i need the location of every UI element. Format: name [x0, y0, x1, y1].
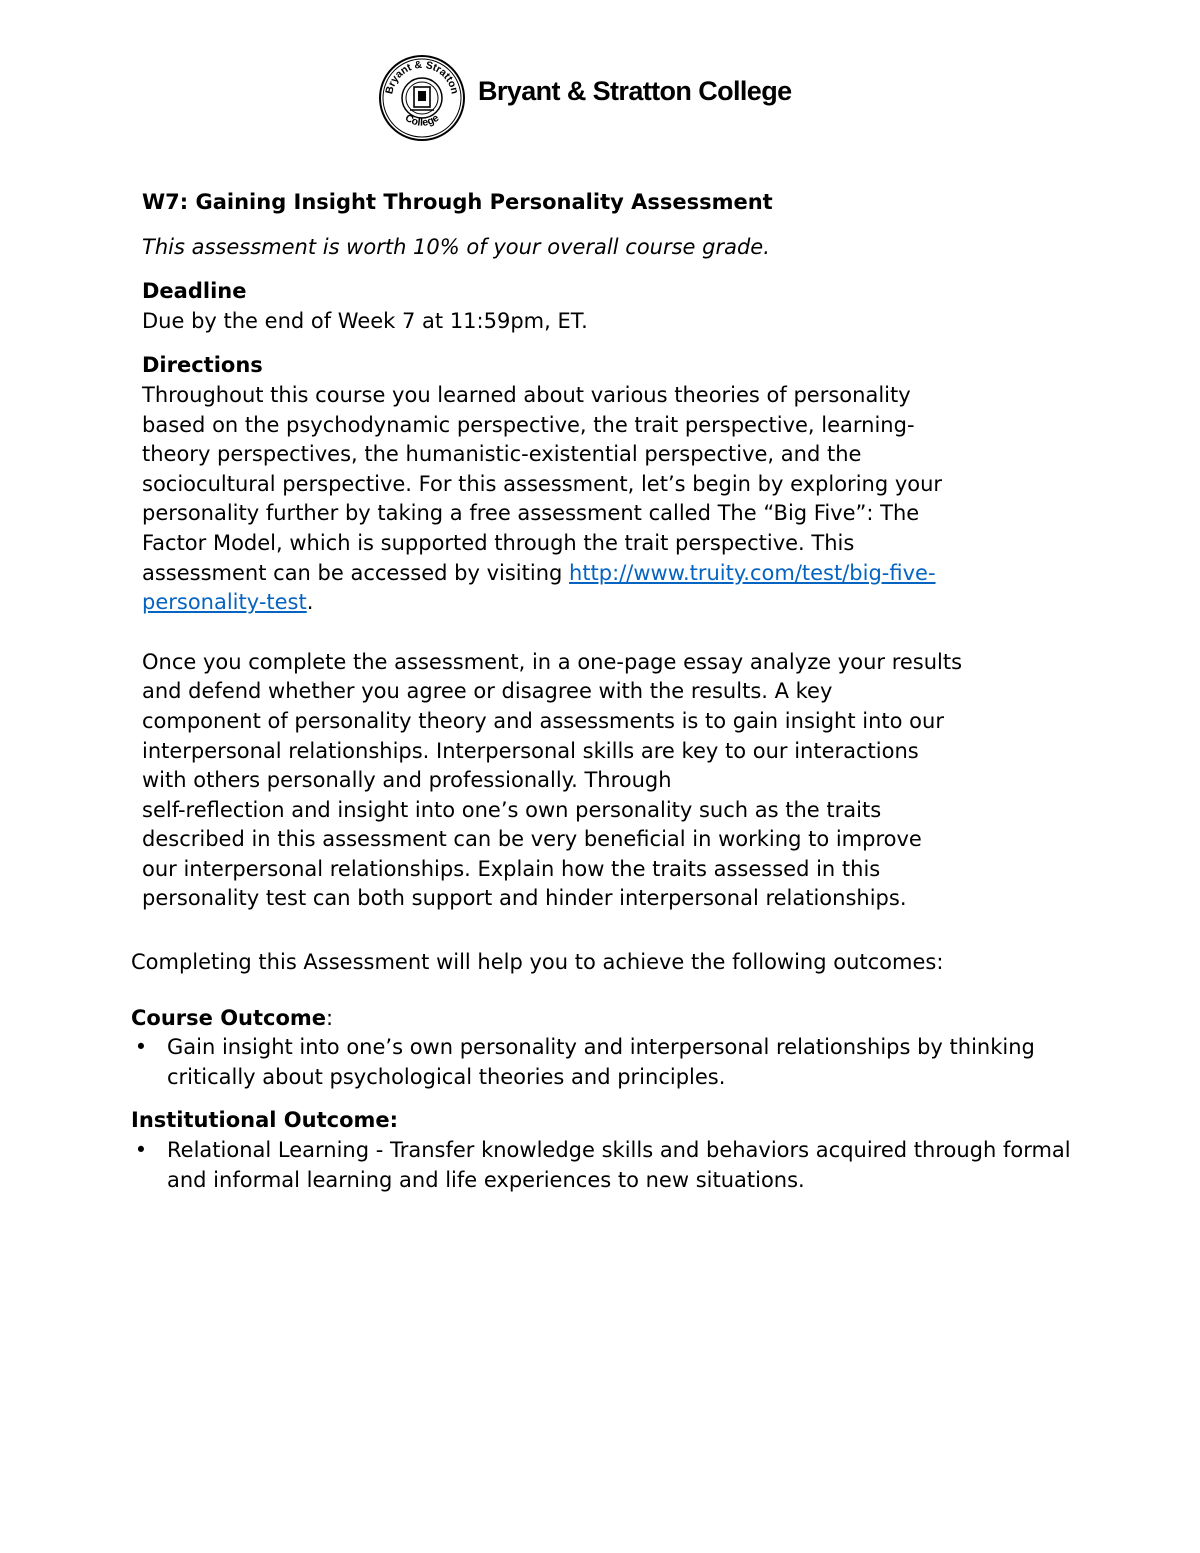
- course-outcome-text: Gain insight into one’s own personality and interpersonal relationships by thinking critically about psychological theories and principles.: [167, 1035, 1035, 1089]
- directions-paragraph: [142, 381, 1082, 618]
- svg-text:Bryant & Stratton: Bryant & Stratton: [383, 58, 461, 96]
- essay-line: personality test can both support and hinder interpersonal relationships.: [142, 886, 907, 911]
- essay-line: Once you complete the assessment, in a one-page essay analyze your results: [142, 649, 963, 674]
- deadline-heading: Deadline: [142, 279, 247, 304]
- essay-line: our interpersonal relationships. Explain how the traits assessed in this: [142, 856, 881, 881]
- grade-weight-note: This assessment is worth 10% of your overall course grade.: [142, 234, 770, 259]
- directions-line: sociocultural perspective. For this assessment, let’s begin by exploring your: [142, 471, 943, 496]
- essay-line: described in this assessment can be very beneficial in working to improve: [142, 827, 922, 852]
- directions-heading: Directions: [142, 353, 263, 378]
- essay-paragraph: [142, 648, 1082, 914]
- list-item: [131, 1033, 1091, 1092]
- directions-line: [142, 559, 1082, 589]
- bullet-icon: •: [134, 1137, 148, 1162]
- college-seal-logo: [378, 54, 466, 142]
- directions-line: [142, 588, 1082, 618]
- truity-test-link[interactable]: http://www.truity.com/test/big-five-: [569, 560, 936, 585]
- page-header: [378, 54, 838, 144]
- outcomes-intro: Completing this Assessment will help you to achieve the following outcomes:: [131, 950, 944, 974]
- assessment-body: [142, 188, 1082, 914]
- directions-line: Throughout this course you learned about various theories of personality: [142, 382, 911, 407]
- deadline-text: Due by the end of Week 7 at 11:59pm, ET.: [142, 308, 588, 333]
- institutional-outcome-heading: Institutional Outcome:: [131, 1108, 399, 1133]
- directions-line: based on the psychodynamic perspective, the trait perspective, learning-: [142, 412, 915, 437]
- bullet-icon: •: [134, 1035, 148, 1060]
- directions-line: personality further by taking a free assessment called The “Big Five”: The: [142, 501, 920, 526]
- essay-line: and defend whether you agree or disagree with the results. A key: [142, 679, 833, 704]
- institutional-outcome-text: Relational Learning - Transfer knowledge skills and behaviors acquired through formal and informal learning and life experiences to new situations.: [167, 1137, 1071, 1192]
- page-title: W7: Gaining Insight Through Personality Assessment: [142, 190, 773, 214]
- essay-line: with others personally and professionally. Through: [142, 768, 672, 793]
- essay-line: component of personality theory and assessments is to gain insight into our: [142, 708, 944, 733]
- institutional-outcome-list: [131, 1136, 1091, 1195]
- course-outcome-label: Course Outcome: [131, 1005, 327, 1030]
- course-outcome-heading: [131, 1004, 1091, 1034]
- essay-line: interpersonal relationships. Interpersonal skills are key to our interactions: [142, 738, 919, 763]
- course-outcome-list: [131, 1033, 1091, 1092]
- directions-line: Factor Model, which is supported through the trait perspective. This: [142, 530, 855, 555]
- svg-text:College: College: [402, 111, 442, 129]
- essay-line: self-reflection and insight into one’s own personality such as the traits: [142, 797, 882, 822]
- course-outcome-colon: :: [326, 1005, 334, 1030]
- link-prefix-text: assessment can be accessed by visiting: [142, 560, 570, 585]
- college-name: Bryant & Stratton College: [478, 76, 792, 106]
- list-item: [131, 1136, 1091, 1195]
- truity-test-link-continued[interactable]: personality-test: [142, 590, 307, 615]
- directions-line: theory perspectives, the humanistic-existential perspective, and the: [142, 442, 862, 467]
- outcomes-section: [131, 948, 1091, 1195]
- link-suffix-text: .: [306, 590, 314, 615]
